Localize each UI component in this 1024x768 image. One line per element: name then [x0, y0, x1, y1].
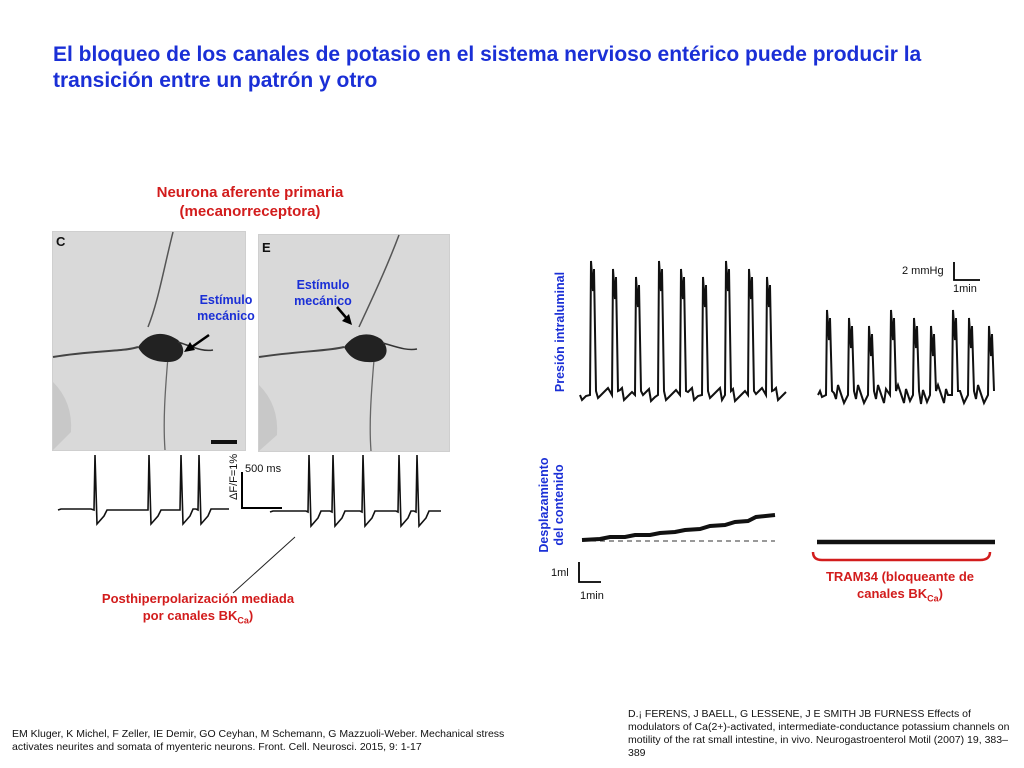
volume-scale-label: 1ml: [551, 567, 569, 579]
annotation-line-1: Posthiperpolarización mediada: [101, 591, 295, 606]
pressure-trace-control: [580, 255, 790, 415]
stimulus-arrow-c: [53, 232, 245, 450]
pressure-trace-tram34: [818, 300, 998, 410]
tram34-bracket: [810, 550, 995, 570]
micrograph-panel-e: [258, 234, 450, 452]
annotation-subscript: Ca: [237, 615, 249, 626]
slide-title: El bloqueo de los canales de potasio en el sistema nervioso entérico puede producir la transición entre un patrón y otro: [53, 43, 922, 92]
pressure-scale-label: 2 mmHg: [902, 265, 944, 277]
tram34-line-1: TRAM34 (bloqueante de: [825, 569, 975, 584]
annotation-text: [88, 590, 308, 630]
annotation-close: ): [248, 608, 254, 623]
stimulus-e-line-2: mecánico: [294, 294, 352, 308]
tram34-close: ): [938, 586, 943, 601]
tram34-line-2-main: canales BK: [857, 586, 928, 601]
reference-right: D.¡ FERENS, J BAELL, G LESSENE, J E SMITH JB FURNESS Effects of modulators of Ca(2+)-activated, intermediate-conductance potassium channels on motility of the rat small intestine, in vivo. Neurogastroenterol Motil (2007) 19, 383–389: [628, 708, 1010, 759]
tram34-label: [805, 568, 995, 608]
displacement-line-1: Desplazamiento: [537, 457, 551, 553]
calcium-scale-bar: [240, 470, 300, 520]
annotation-line-2-main: por canales BK: [142, 608, 238, 623]
volume-time-scale: 1min: [580, 590, 604, 602]
stimulus-arrow-e: [259, 235, 449, 451]
heading-line-2: (mecanorreceptora): [179, 203, 321, 220]
pressure-time-scale: 1min: [953, 283, 977, 295]
stimulus-c-line-2: mecánico: [197, 309, 255, 323]
micrograph-panel-c: [52, 231, 255, 451]
tram34-line-2: [805, 585, 995, 608]
left-figure-heading: [130, 183, 370, 221]
panel-letter-c: C: [56, 234, 66, 249]
stimulus-e-line-1: Estímulo: [296, 278, 350, 292]
pressure-axis-label: Presión intraluminal: [553, 271, 567, 393]
annotation-line-2: [88, 607, 308, 630]
displacement-axis-label: [537, 450, 567, 560]
displacement-trace-control: [580, 505, 780, 545]
panel-letter-e: E: [262, 240, 271, 255]
scale-y-label: ΔF/F=1%: [228, 453, 240, 500]
calcium-trace-c: [58, 450, 238, 530]
volume-scale-bar: [577, 560, 607, 590]
displacement-line-2: del contenido: [552, 464, 566, 546]
reference-left: EM Kluger, K Michel, F Zeller, IE Demir, GO Ceyhan, M Schemann, G Mazzuoli-Weber. Mechanical stress activates neurites and somata of myenteric neurons. Front. Cell. Neurosci. 2015, 9: 1-17: [12, 728, 505, 753]
heading-line-1: Neurona aferente primaria: [156, 184, 344, 201]
tram34-subscript: Ca: [927, 593, 939, 604]
displacement-staircase: [582, 515, 775, 540]
stimulus-c-line-1: Estímulo: [199, 293, 253, 307]
scale-x-label: 500 ms: [245, 463, 282, 475]
annotation-pointer: [215, 535, 305, 595]
